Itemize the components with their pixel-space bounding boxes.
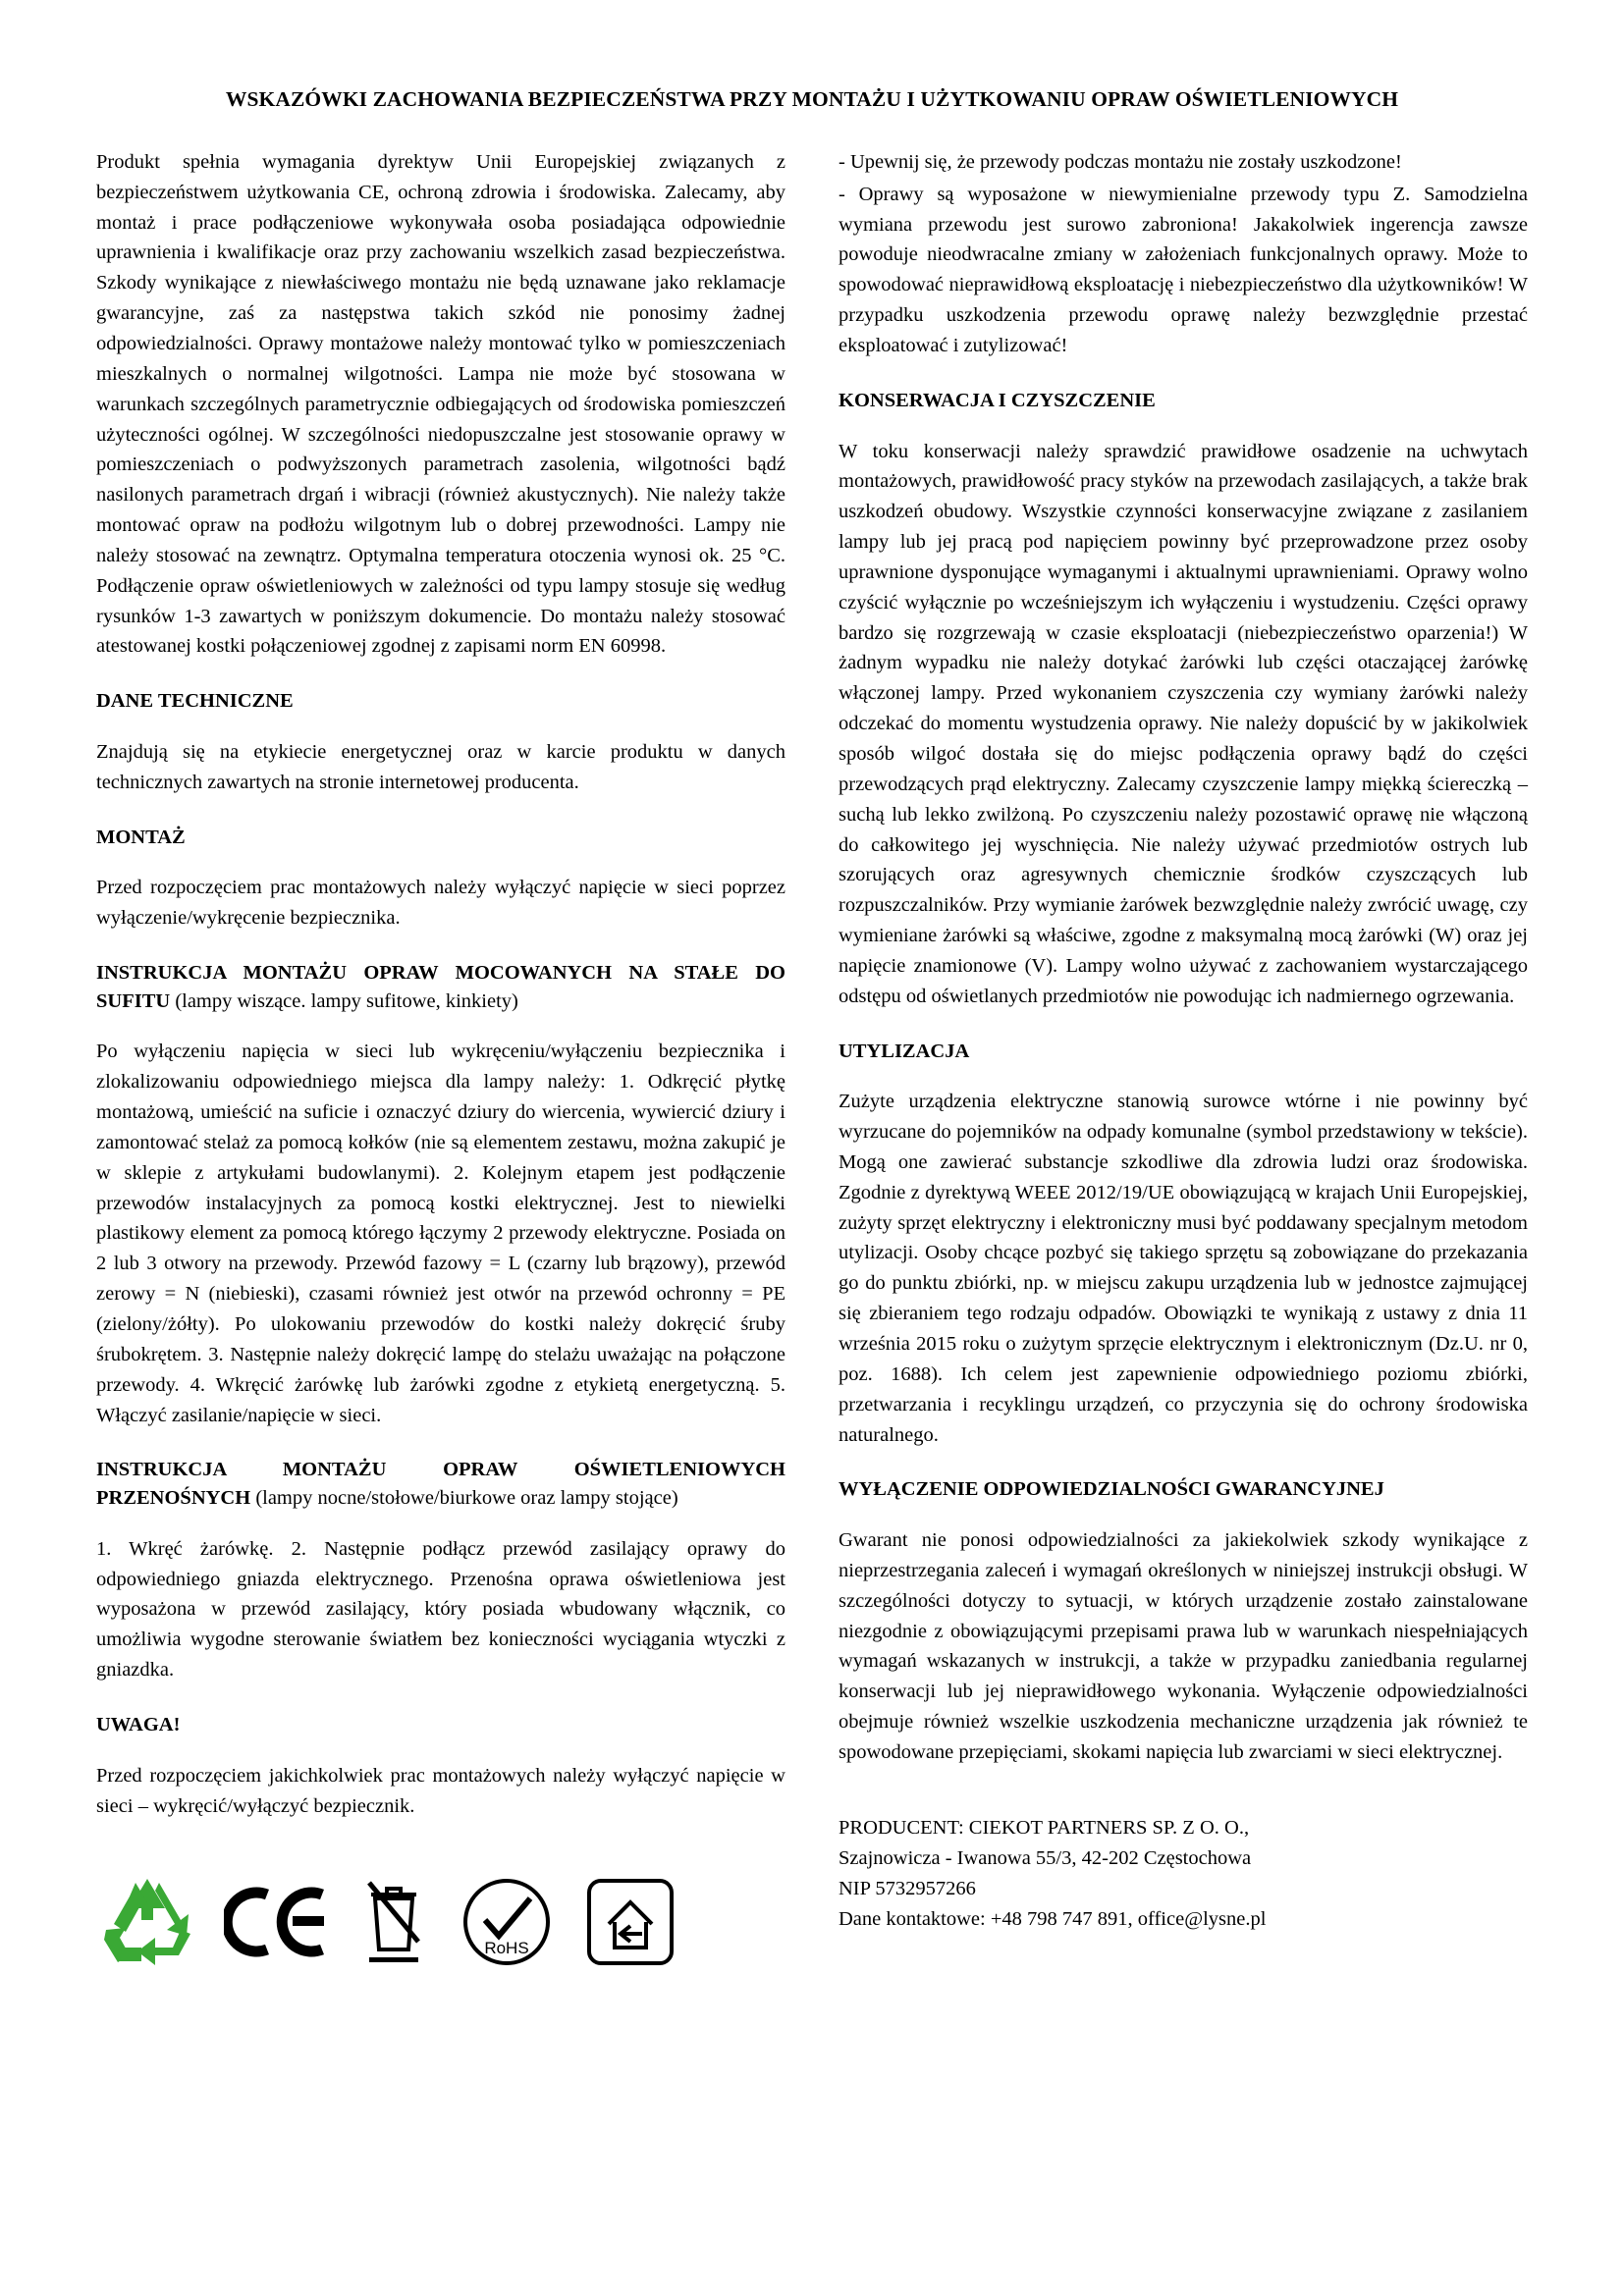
warranty-exclusion-paragraph: Gwarant nie ponosi odpowiedzialności za jakiekolwiek szkody wynikające z nieprzestrzegania zaleceń i wymagań określonych w niniejszej instrukcji obsługi. W szczególności dotyczy to sytuacji, w których urządzenie zostało zainstalowane niezgodnie z obowiązującymi przepisami prawa lub w warunkach niespełniających wymagań wskazanych w instrukcji, a także w przypadku zaniedbania regularnej konserwacji lub jej nieprawidłowego wykonania. Wyłączenie odpowiedzialności obejmuje również wszelkie uszkodzenia mechaniczne urządzenia jak również te spowodowane przepięciami, skokami napięcia lub zwarciami w sieci elektrycznej. xyxy=(839,1529,1528,1763)
left-column xyxy=(96,147,785,1976)
portable-fixtures-paragraph: 1. Wkręć żarówkę. 2. Następnie podłącz przewód zasilający oprawy do odpowiedniego gniazda elektrycznego. Przenośna oprawa oświetleniowa jest wyposażona w przewód zasilający, który posiada wbudowany włącznik, co umożliwia wygodne sterowanie światłem bez konieczności wyciągania wtyczki z gniazdka. xyxy=(96,1537,785,1682)
installation-paragraph: Przed rozpoczęciem prac montażowych należy wyłączyć napięcie w sieci poprzez wyłączenie/wykręcenie bezpiecznika. xyxy=(96,877,785,930)
cable-safety-notes xyxy=(839,147,1528,361)
section-heading-installation: MONTAŻ xyxy=(96,826,186,848)
intro-paragraph: Produkt spełnia wymagania dyrektyw Unii Europejskiej związanych z bezpieczeństwem użytkowania CE, ochroną zdrowia i środowiska. Zalecamy, aby montaż i prace podłączeniowe wykonywała osoba posiadająca odpowiednie uprawnienia i kwalifikacje oraz przy zachowaniu wszelkich zasad bezpieczeństwa. Szkody wynikające z niewłaściwego montażu nie będą uznawane jako reklamacje gwarancyjne, zaś za następstwa takich szkód nie ponosimy żadnej odpowiedzialności. Oprawy montażowe należy montować tylko w pomieszczeniach mieszkalnych o normalnej wilgotności. Lampa nie może być stosowana w warunkach szczególnych parametrycznie odbiegających od środowiska pomieszczeń użyteczności ogólnej. W szczególności niedopuszczalne jest stosowanie oprawy w pomieszczeniach o podwyższonych parametrach zasolenia, wilgotności bądź nasilonych parametrach drgań i wibracji (również akustycznych). Nie należy także montować opraw na podłożu wilgotnym lub o dobrej przewodności. Lampy nie należy stosować na zewnątrz. Optymalna temperatura otoczenia wynosi ok. 25 °C. Podłączenie opraw oświetleniowych w zależności od typu lampy stosuje się według rysunków 1-3 zawartych w poniższym dokumencie. Do montażu należy stosować atestowanej kostki połączeniowej zgodnej z zapisami norm EN 60998. xyxy=(96,150,785,658)
section-heading-technical-data: DANE TECHNICZNE xyxy=(96,690,294,713)
disposal-paragraph: Zużyte urządzenia elektryczne stanowią surowce wtórne i nie powinny być wyrzucane do pojemników na odpady komunalne (symbol przedstawiony w tekście). Mogą one zawierać substancje szkodliwe dla zdrowia ludzi oraz środowiska. Zgodnie z dyrektywą WEEE 2012/19/UE obowiązującą w krajach Unii Europejskiej, zużyty sprzęt elektryczny i elektroniczny musi być poddawany specjalnym metodom utylizacji. Osoby chcące pozbyć się takiego sprzętu są zobowiązane do przekazania go do punktu zbiórki, np. w miejscu zakupu urządzenia lub w jednostce zajmującej się zbieraniem tego rodzaju odpadów. Obowiązki te wynikają z ustawy z dnia 11 września 2015 roku o zużytym sprzęcie elektrycznym i elektronicznym (Dz.U. nr 0, poz. 1688). Ich celem jest zapewnienie odpowiedniego poziomu zbiórki, przetwarzania i recyklingu urządzeń, co przyczynia się do ochrony środowiska naturalnego. xyxy=(839,1091,1528,1446)
maintenance-paragraph: W toku konserwacji należy sprawdzić prawidłowe osadzenie na uchwytach montażowych, prawidłowość pracy styków na przewodach zasilających, a także brak uszkodzeń obudowy. Wszystkie czynności konserwacyjne związane z zasilaniem lampy lub jej pracą pod napięciem powinny być przeprowadzone przez osoby uprawnione dysponujące wymaganymi i aktualnymi uprawnieniami. Oprawy wolno czyścić wyłącznie po wcześniejszym ich wyłączeniu i wystudzeniu. Części oprawy bardzo się rozgrzewają w czasie eksploatacji (niebezpieczeństwo oparzenia!) W żadnym wypadku nie należy dotykać żarówki lub części otaczającej żarówkę włączonej lampy. Przed wykonaniem czyszczenia czy wymiany żarówki należy odczekać do momentu wystudzenia oprawy. Nie należy dopuścić by w jakikolwiek sposób wilgoć dostała się do miejsc podłączenia oprawy bądź do części przewodzących prąd elektryczny. Zalecamy czyszczenie lampy miękką ściereczką – suchą lub lekko zwilżoną. Po czyszczeniu należy pozostawić oprawę nie włączoną do całkowitego jej wyschnięcia. Nie należy używać przedmiotów ostrych lub szorujących oraz agresywnych chemicznie środków czyszczących lub rozpuszczalników. Przy wymianie żarówek bezwzględnie należy zwrócić uwagę, czy wymieniane żarówki są właściwe, zgodne z maksymalną mocą żarówki (W) oraz jej napięcie znamionowe (V). Lampy wolno używać z zachowaniem wystarczającego odstępu od oświetlanych przedmiotów nie powodując ich nadmiernego ogrzewania. xyxy=(839,440,1528,1007)
section-heading-warranty-exclusion: WYŁĄCZENIE ODPOWIEDZIALNOŚCI GWARANCYJNEJ xyxy=(839,1478,1384,1501)
weee-crossed-bin-icon xyxy=(357,1875,430,1969)
cable-note-2: - Oprawy są wyposażone w niewymienialne przewody typu Z. Samodzielna wymiana przewodu jest surowo zabroniona! Jakakolwiek ingerencja zawsze powoduje nieodwracalne zmiany w założeniach funkcjonalnych oprawy. Może to spowodować nieprawidłową eksploatację i niebezpieczeństwo dla użytkowników! W przypadku uszkodzenia przewodu oprawę należy bezwzględnie przestać eksploatować i zutylizować! xyxy=(839,183,1528,356)
fixed-fixtures-heading-main: INSTRUKCJA MONTAŻU OPRAW MOCOWANYCH NA STAŁE DO SUFITU xyxy=(96,962,785,1012)
section-heading-portable-fixtures xyxy=(96,1456,785,1512)
indoor-use-icon xyxy=(583,1873,677,1971)
svg-text:RoHS: RoHS xyxy=(484,1939,529,1958)
recycling-icon xyxy=(96,1875,198,1969)
producer-block xyxy=(839,1813,1528,1936)
fixed-fixtures-paragraph: Po wyłączeniu napięcia w sieci lub wykręceniu/wyłączeniu bezpiecznika i zlokalizowaniu odpowiedniego miejsca dla lampy należy: 1. Odkręcić płytkę montażową, umieścić na suficie i oznaczyć dziury do wiercenia, wywiercić dziury i zamontować stelaż za pomocą kołków (nie są elementem zestawu, można zakupić je w sklepie z artykułami budowlanymi). 2. Kolejnym etapem jest podłączenie przewodów instalacyjnych za pomocą kostki elektrycznej. Jest to niewielki plastikowy element za pomocą którego łączymy 2 przewody elektryczne. Posiada on 2 lub 3 otwory na przewody. Przewód fazowy = L (czarny lub brązowy), przewód zerowy = N (niebieski), czasami również jest otwór na przewód ochronny = PE (zielony/żółty). Po ulokowaniu przewodów do kostki należy dokręcić śruby śrubokrętem. 3. Następnie należy dokręcić lampę do stelażu uważając na połączone przewody. 4. Wkręcić żarówkę lub żarówki zgodne z etykietą energetyczną. 5. Włączyć zasilanie/napięcie w sieci. xyxy=(96,1041,785,1426)
producer-nip: NIP 5732957266 xyxy=(839,1878,976,1900)
section-heading-disposal: UTYLIZACJA xyxy=(839,1040,970,1062)
rohs-icon xyxy=(456,1875,558,1969)
right-column xyxy=(839,147,1528,1936)
section-heading-fixed-fixtures xyxy=(96,959,785,1015)
technical-data-paragraph: Znajdują się na etykiecie energetycznej oraz w karcie produktu w danych technicznych zawartych na stronie internetowej producenta. xyxy=(96,740,785,793)
page-title: WSKAZÓWKI ZACHOWANIA BEZPIECZEŃSTWA PRZY MONTAŻU I UŻYTKOWANIU OPRAW OŚWIETLENIOWYCH xyxy=(225,87,1399,111)
portable-fixtures-heading-main: INSTRUKCJA MONTAŻU OPRAW OŚWIETLENIOWYCH PRZENOŚNYCH xyxy=(96,1459,785,1510)
producer-name: PRODUCENT: CIEKOT PARTNERS SP. Z O. O., xyxy=(839,1816,1250,1839)
cable-note-1: - Upewnij się, że przewody podczas montażu nie zostały uszkodzone! xyxy=(839,150,1402,173)
section-heading-maintenance: KONSERWACJA I CZYSZCZENIE xyxy=(839,389,1156,411)
two-column-layout xyxy=(96,147,1528,1976)
warning-paragraph: Przed rozpoczęciem jakichkolwiek prac montażowych należy wyłączyć napięcie w sieci – wykręcić/wyłączyć bezpiecznik. xyxy=(96,1764,785,1817)
fixed-fixtures-heading-sub: (lampy wiszące. lampy sufitowe, kinkiety) xyxy=(170,989,518,1012)
producer-address: Szajnowicza - Iwanowa 55/3, 42-202 Częstochowa xyxy=(839,1846,1252,1869)
ce-mark-icon xyxy=(224,1885,332,1959)
section-heading-warning: UWAGA! xyxy=(96,1713,181,1735)
certification-icons xyxy=(96,1868,785,1976)
portable-fixtures-heading-sub: (lampy nocne/stołowe/biurkowe oraz lampy stojące) xyxy=(250,1487,678,1510)
producer-contact: Dane kontaktowe: +48 798 747 891, office@lysne.pl xyxy=(839,1908,1267,1931)
